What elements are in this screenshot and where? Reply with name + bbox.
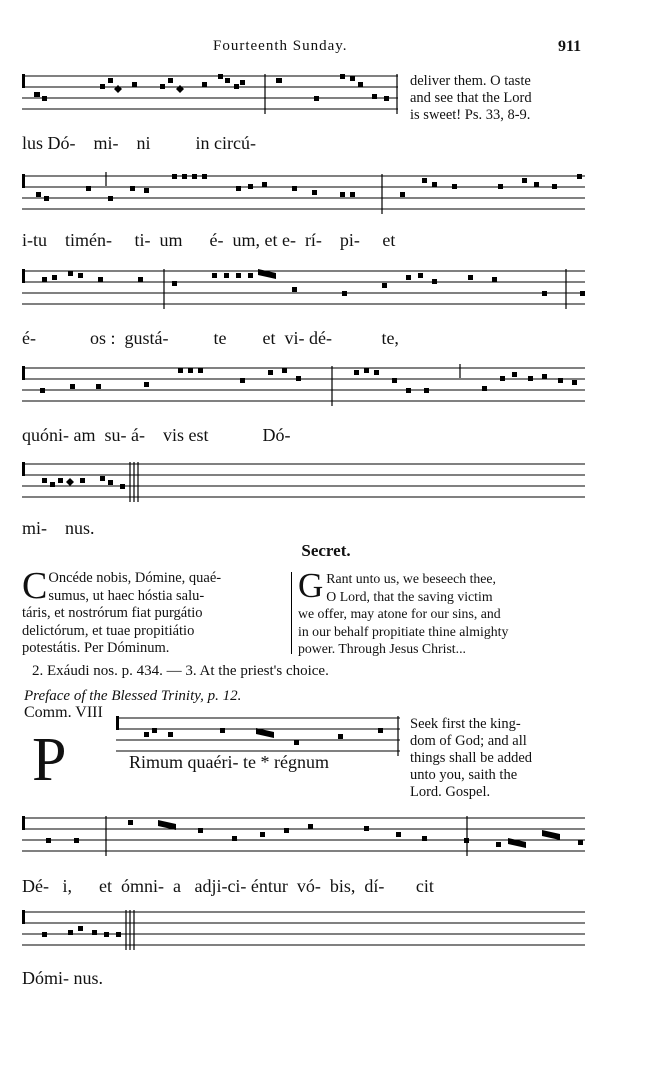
staff-svg [22, 362, 587, 412]
translation-side-1 [410, 73, 586, 124]
translation-line: is sweet! Ps. 33, 8-9. [410, 107, 531, 123]
staff-svg [22, 170, 587, 220]
text-line: O Lord, that the saving victim [326, 588, 493, 604]
translation-line: Seek first the king- [410, 716, 521, 732]
chant-staff-5 [22, 458, 587, 508]
column-divider [291, 572, 292, 654]
chant-staff-2 [22, 170, 587, 220]
text-line: power. Through Jesus Christ... [298, 641, 466, 656]
staff-svg [22, 812, 587, 862]
staff-svg [22, 906, 587, 956]
secret-english [298, 566, 586, 658]
translation-line: and see that the Lord [410, 90, 532, 106]
lyrics-line-1: lus Dó- mi- ni in circú- [22, 133, 256, 153]
text-line: Oncéde nobis, Dómine, quaé- [48, 570, 222, 586]
text-line: delictórum, et tuae propitiátio [22, 622, 195, 639]
translation-line: dom of God; and all [410, 733, 527, 749]
communion-label: Comm. VIII [24, 704, 103, 721]
lyrics-line-3: é- os : gustá- te et vi- dé- te, [22, 328, 399, 348]
chant-staff-3 [22, 265, 587, 315]
translation-line: deliver them. O taste [410, 73, 531, 89]
translation-line: Lord. Gospel. [410, 784, 491, 800]
staff-svg [22, 70, 400, 122]
translation-side-2 [410, 716, 586, 801]
text-line: in our behalf propitiate thine almighty [298, 623, 509, 639]
chant-staff-4 [22, 362, 587, 412]
initial-letter: P [32, 726, 67, 794]
text-line: potestátis. Per Dóminum. [22, 640, 170, 656]
page-number: 911 [558, 38, 582, 55]
lyrics-line-5: mi- nus. [22, 518, 95, 538]
staff-svg [22, 458, 587, 508]
staff-svg [22, 265, 587, 315]
text-line: táris, et nostrórum fiat purgátio [22, 605, 203, 621]
translation-line: things shall be added [410, 750, 533, 766]
lyrics-line-2: i-tu timén- ti- um é- um, et e- rí- pi- et [22, 230, 396, 250]
text-line: sumus, ut haec hóstia salu- [48, 587, 205, 604]
text-line: Rant unto us, we beseech thee, [326, 571, 497, 586]
section-title-secret: Secret. [301, 541, 351, 560]
drop-cap: G [298, 566, 324, 605]
lyrics-line-7: Dómi- nus. [22, 968, 103, 988]
preface-note: Preface of the Blessed Trinity, p. 12. [24, 688, 242, 704]
drop-cap: C [22, 565, 48, 607]
lyrics-line-4: quóni- am su- á- vis est Dó- [22, 425, 291, 445]
chant-staff-8 [22, 906, 587, 956]
chant-staff-7 [22, 812, 587, 862]
communion-first-lyric: Rimum quaéri- te * régnum [129, 752, 329, 772]
running-header: Fourteenth Sunday. [213, 38, 348, 54]
rubric-note: 2. Exáudi nos. p. 434. — 3. At the priest's choice. [32, 663, 329, 679]
text-line: we offer, may atone for our sins, and [298, 606, 501, 621]
translation-line: unto you, saith the [410, 767, 518, 783]
lyrics-line-6: Dé- i, et ómni- a adji-ci- éntur vó- bis, dí- cit [22, 876, 434, 896]
secret-latin [22, 565, 287, 658]
chant-staff-1 [22, 70, 400, 122]
